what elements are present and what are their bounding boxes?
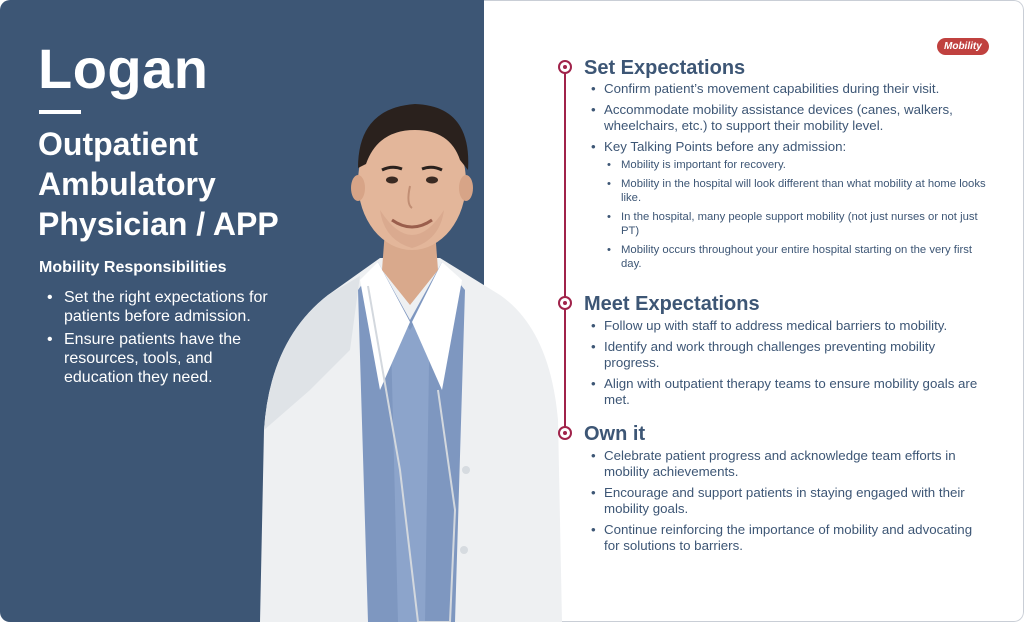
list-item: • Align with outpatient therapy teams to ensure mobility goals are met.: [590, 376, 990, 408]
responsibility-item: • Set the right expectations for patients before admission.: [39, 288, 271, 326]
person-name: Logan: [38, 37, 209, 100]
list-item: • Confirm patient’s movement capabilities during their visit.: [590, 81, 990, 97]
timeline-dot: [558, 60, 572, 74]
own-it-list: [590, 448, 990, 559]
list-item: [590, 139, 990, 271]
list-item-text: Key Talking Points before any admission:: [604, 139, 847, 154]
list-item: • Continue reinforcing the importance of mobility and advocating for solutions to barriers.: [590, 522, 990, 554]
sub-list-item: • Mobility occurs throughout your entire hospital starting on the very first day.: [604, 243, 990, 271]
role-title: [38, 124, 279, 244]
mobility-badge: Mobility: [937, 38, 989, 55]
section-title-own-it: Own it: [584, 423, 646, 445]
list-item: • Encourage and support patients in staying engaged with their mobility goals.: [590, 485, 990, 517]
set-expectations-list: [590, 81, 990, 276]
timeline-dot: [558, 426, 572, 440]
meet-expectations-list: [590, 318, 990, 413]
list-item: • Accommodate mobility assistance devices (canes, walkers, wheelchairs, etc.) to support their mobility level.: [590, 102, 990, 134]
role-line-2: Ambulatory: [38, 166, 216, 202]
timeline-dot: [558, 296, 572, 310]
responsibility-item: • Ensure patients have the resources, tools, and education they need.: [39, 330, 271, 387]
talking-points-list: [604, 158, 990, 271]
role-line-3: Physician / APP: [38, 206, 279, 242]
role-line-1: Outpatient: [38, 126, 198, 162]
responsibilities-heading: Mobility Responsibilities: [39, 259, 227, 276]
list-item: • Celebrate patient progress and acknowledge team efforts in mobility achievements.: [590, 448, 990, 480]
sub-list-item: • Mobility in the hospital will look different than what mobility at home looks like.: [604, 177, 990, 205]
responsibilities-list: [39, 288, 271, 391]
section-title-meet-expectations: Meet Expectations: [584, 293, 760, 315]
list-item: • Follow up with staff to address medical barriers to mobility.: [590, 318, 990, 334]
sub-list-item: • In the hospital, many people support mobility (not just nurses or not just PT): [604, 210, 990, 238]
timeline-line: [564, 68, 566, 434]
physician-photo: [250, 90, 570, 622]
section-title-set-expectations: Set Expectations: [584, 57, 746, 79]
list-item: • Identify and work through challenges preventing mobility progress.: [590, 339, 990, 371]
name-underline: [39, 110, 81, 114]
sub-list-item: • Mobility is important for recovery.: [604, 158, 990, 172]
